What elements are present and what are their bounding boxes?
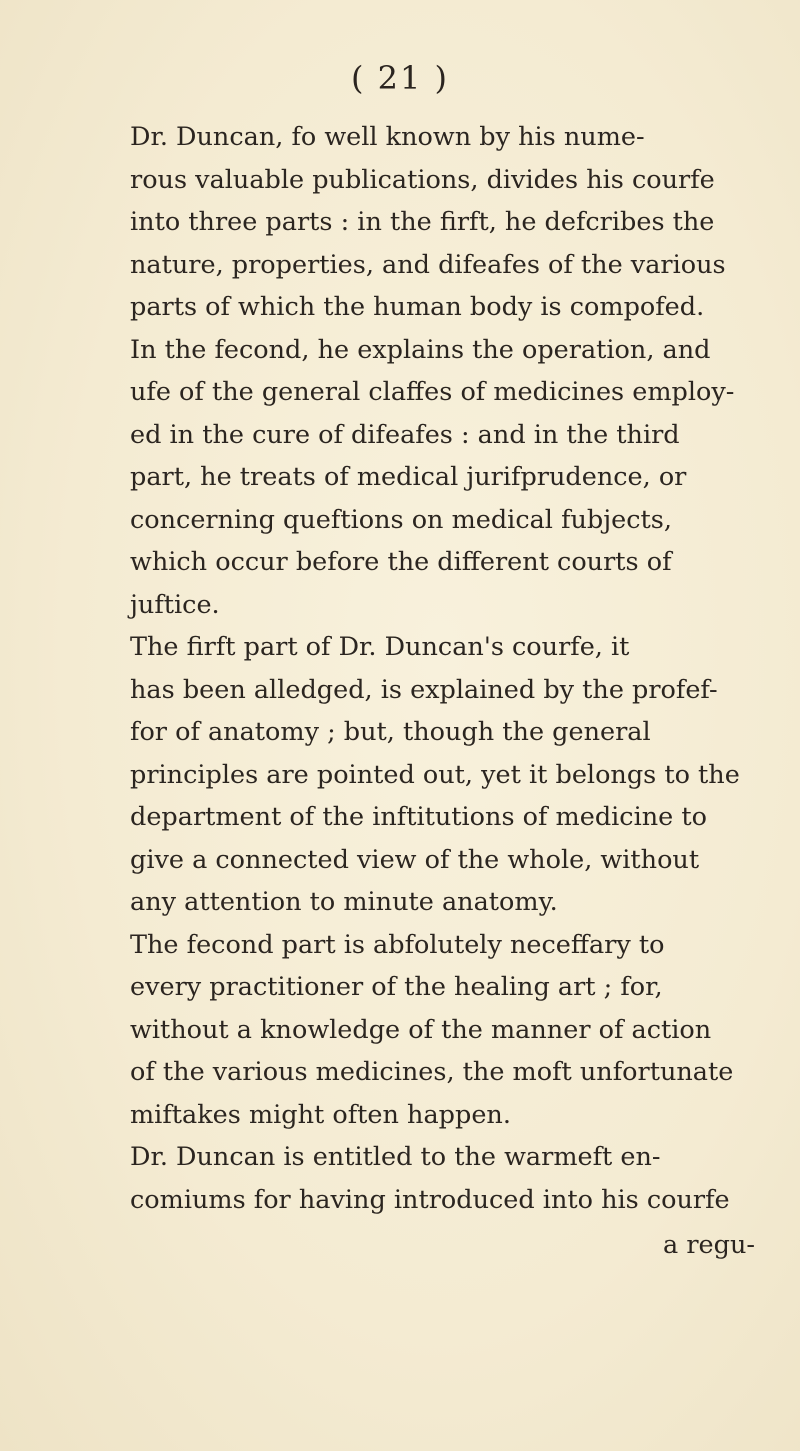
text-line: ed in the cure of difeafes : and in the third bbox=[130, 419, 680, 450]
text-line: into three parts : in the firft, he defcribes the bbox=[130, 207, 715, 237]
text-line: The firft part of Dr. Duncan's courfe, it bbox=[130, 632, 630, 662]
text-line: Dr. Duncan is entitled to the warmeft en- bbox=[130, 1142, 661, 1172]
body-text bbox=[130, 116, 770, 1221]
text-line: department of the inftitutions of medicine to bbox=[130, 802, 707, 832]
text-line: any attention to minute anatomy. bbox=[130, 887, 558, 917]
text-line: parts of which the human body is compofed. bbox=[130, 292, 705, 322]
text-line: which occur before the different courts of bbox=[130, 547, 672, 577]
text-line: principles are pointed out, yet it belongs to the bbox=[130, 759, 740, 790]
text-line: has been alledged, is explained by the profef- bbox=[130, 674, 718, 705]
text-line: part, he treats of medical jurifprudence, or bbox=[130, 462, 687, 492]
text-line: Dr. Duncan, fo well known by his nume- bbox=[130, 122, 645, 152]
text-line: The fecond part is abfolutely neceffary to bbox=[130, 929, 665, 960]
text-line: rous valuable publications, divides his courfe bbox=[130, 164, 715, 195]
text-line: concerning queftions on medical fubjects, bbox=[130, 504, 672, 535]
text-line: every practitioner of the healing art ; for, bbox=[130, 972, 663, 1002]
text-line: comiums for having introduced into his courfe bbox=[130, 1184, 730, 1215]
text-line: without a knowledge of the manner of action bbox=[130, 1014, 712, 1045]
text-line: of the various medicines, the moft unfortunate bbox=[130, 1057, 734, 1087]
text-line: In the fecond, he explains the operation, and bbox=[130, 334, 711, 365]
catchword: a regu- bbox=[663, 1230, 755, 1260]
text-line: ufe of the general claffes of medicines employ- bbox=[130, 377, 735, 407]
text-line: miftakes might often happen. bbox=[130, 1099, 511, 1130]
text-line: for of anatomy ; but, though the general bbox=[130, 717, 651, 747]
page-number: ( 21 ) bbox=[350, 59, 450, 97]
text-line: juftice. bbox=[130, 589, 220, 620]
text-line: nature, properties, and difeafes of the various bbox=[130, 249, 726, 280]
text-line: give a connected view of the whole, without bbox=[130, 844, 700, 875]
